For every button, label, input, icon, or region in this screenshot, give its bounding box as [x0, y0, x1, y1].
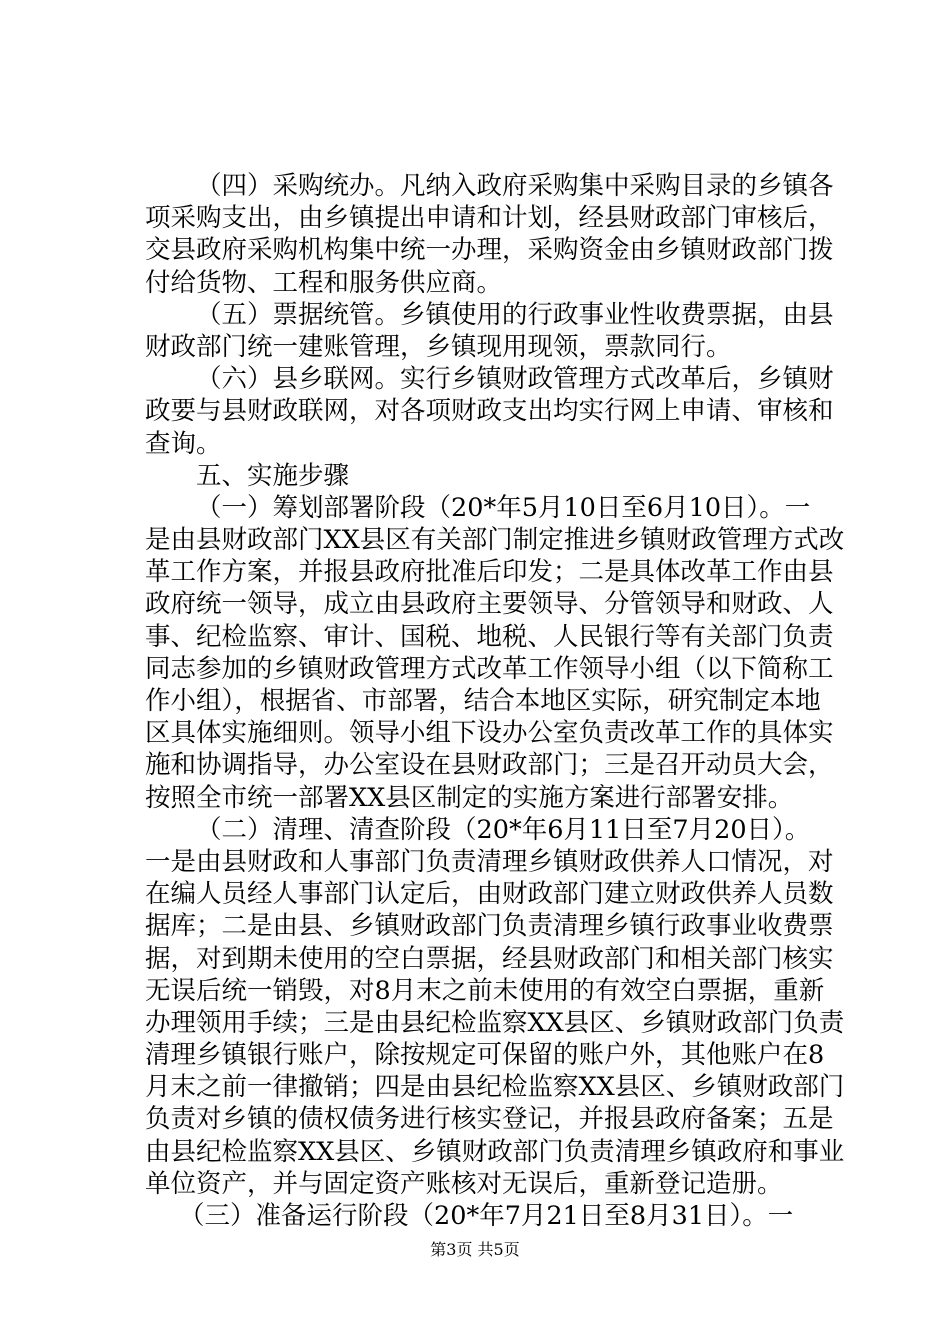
- section-heading: 五、实施步骤: [196, 460, 350, 491]
- paragraph-line: （五）票据统管。乡镇使用的行政事业性收费票据，由县: [196, 299, 834, 330]
- paragraph-line: 由县纪检监察XX县区、乡镇财政部门负责清理乡镇政府和事业: [145, 1136, 845, 1167]
- paragraph-line: 交县政府采购机构集中统一办理，采购资金由乡镇财政部门拨: [145, 235, 834, 266]
- paragraph-line: 政要与县财政联网，对各项财政支出均实行网上申请、审核和: [145, 396, 834, 427]
- paragraph-line: 清理乡镇银行账户，除按规定可保留的账户外，其他账户在8: [145, 1040, 825, 1071]
- paragraph-line: 革工作方案，并报县政府批准后印发；二是具体改革工作由县: [145, 557, 834, 588]
- paragraph-line: 单位资产，并与固定资产账核对无误后，重新登记造册。: [145, 1168, 783, 1199]
- paragraph-line: （六）县乡联网。实行乡镇财政管理方式改革后，乡镇财: [196, 364, 834, 395]
- paragraph-line: 月末之前一律撤销；四是由县纪检监察XX县区、乡镇财政部门: [145, 1072, 845, 1103]
- paragraph-line: 是由县财政部门XX县区有关部门制定推进乡镇财政管理方式改: [145, 525, 845, 556]
- paragraph-line: （二）清理、清查阶段（20*年6月11日至7月20日）。: [196, 814, 811, 845]
- paragraph-line: 同志参加的乡镇财政管理方式改革工作领导小组（以下简称工: [145, 653, 834, 684]
- paragraph-line: 据库；二是由县、乡镇财政部门负责清理乡镇行政事业收费票: [145, 911, 834, 942]
- paragraph-line: 无误后统一销毁，对8月末之前未使用的有效空白票据，重新: [145, 975, 825, 1006]
- paragraph-line: 付给货物、工程和服务供应商。: [145, 267, 503, 298]
- paragraph-line: 区具体实施细则。领导小组下设办公室负责改革工作的具体实: [145, 718, 834, 749]
- paragraph-line: （三）准备运行阶段（20*年7月21日至8月31日）。一: [179, 1201, 794, 1231]
- paragraph-line: 在编人员经人事部门认定后，由财政部门建立财政供养人员数: [145, 879, 834, 910]
- paragraph-line: 一是由县财政和人事部门负责清理乡镇财政供养人口情况，对: [145, 846, 834, 877]
- paragraph-line: 据，对到期未使用的空白票据，经县财政部门和相关部门核实: [145, 943, 834, 974]
- paragraph-line: 施和协调指导，办公室设在县财政部门；三是召开动员大会，: [145, 750, 834, 781]
- paragraph-line: 事、纪检监察、审计、国税、地税、人民银行等有关部门负责: [145, 621, 834, 652]
- document-body: [145, 170, 845, 1232]
- paragraph-line: 按照全市统一部署XX县区制定的实施方案进行部署安排。: [145, 782, 794, 813]
- paragraph-line: 财政部门统一建账管理，乡镇现用现领，票款同行。: [145, 331, 732, 362]
- paragraph-line: 办理领用手续；三是由县纪检监察XX县区、乡镇财政部门负责: [145, 1007, 845, 1038]
- page-number: 第3页 共5页: [430, 1240, 520, 1259]
- paragraph-line: （一）筹划部署阶段（20*年5月10日至6月10日）。一: [196, 492, 811, 523]
- paragraph-line: 查询。: [145, 428, 222, 459]
- paragraph-line: 项采购支出，由乡镇提出申请和计划，经县财政部门审核后，: [145, 203, 834, 234]
- paragraph-line: 作小组），根据省、市部署，结合本地区实际，研究制定本地: [145, 686, 821, 716]
- paragraph-line: 负责对乡镇的债权债务进行核实登记，并报县政府备案；五是: [145, 1104, 834, 1135]
- paragraph-line: （四）采购统办。凡纳入政府采购集中采购目录的乡镇各: [196, 171, 834, 201]
- paragraph-line: 政府统一领导，成立由县政府主要领导、分管领导和财政、人: [145, 589, 834, 620]
